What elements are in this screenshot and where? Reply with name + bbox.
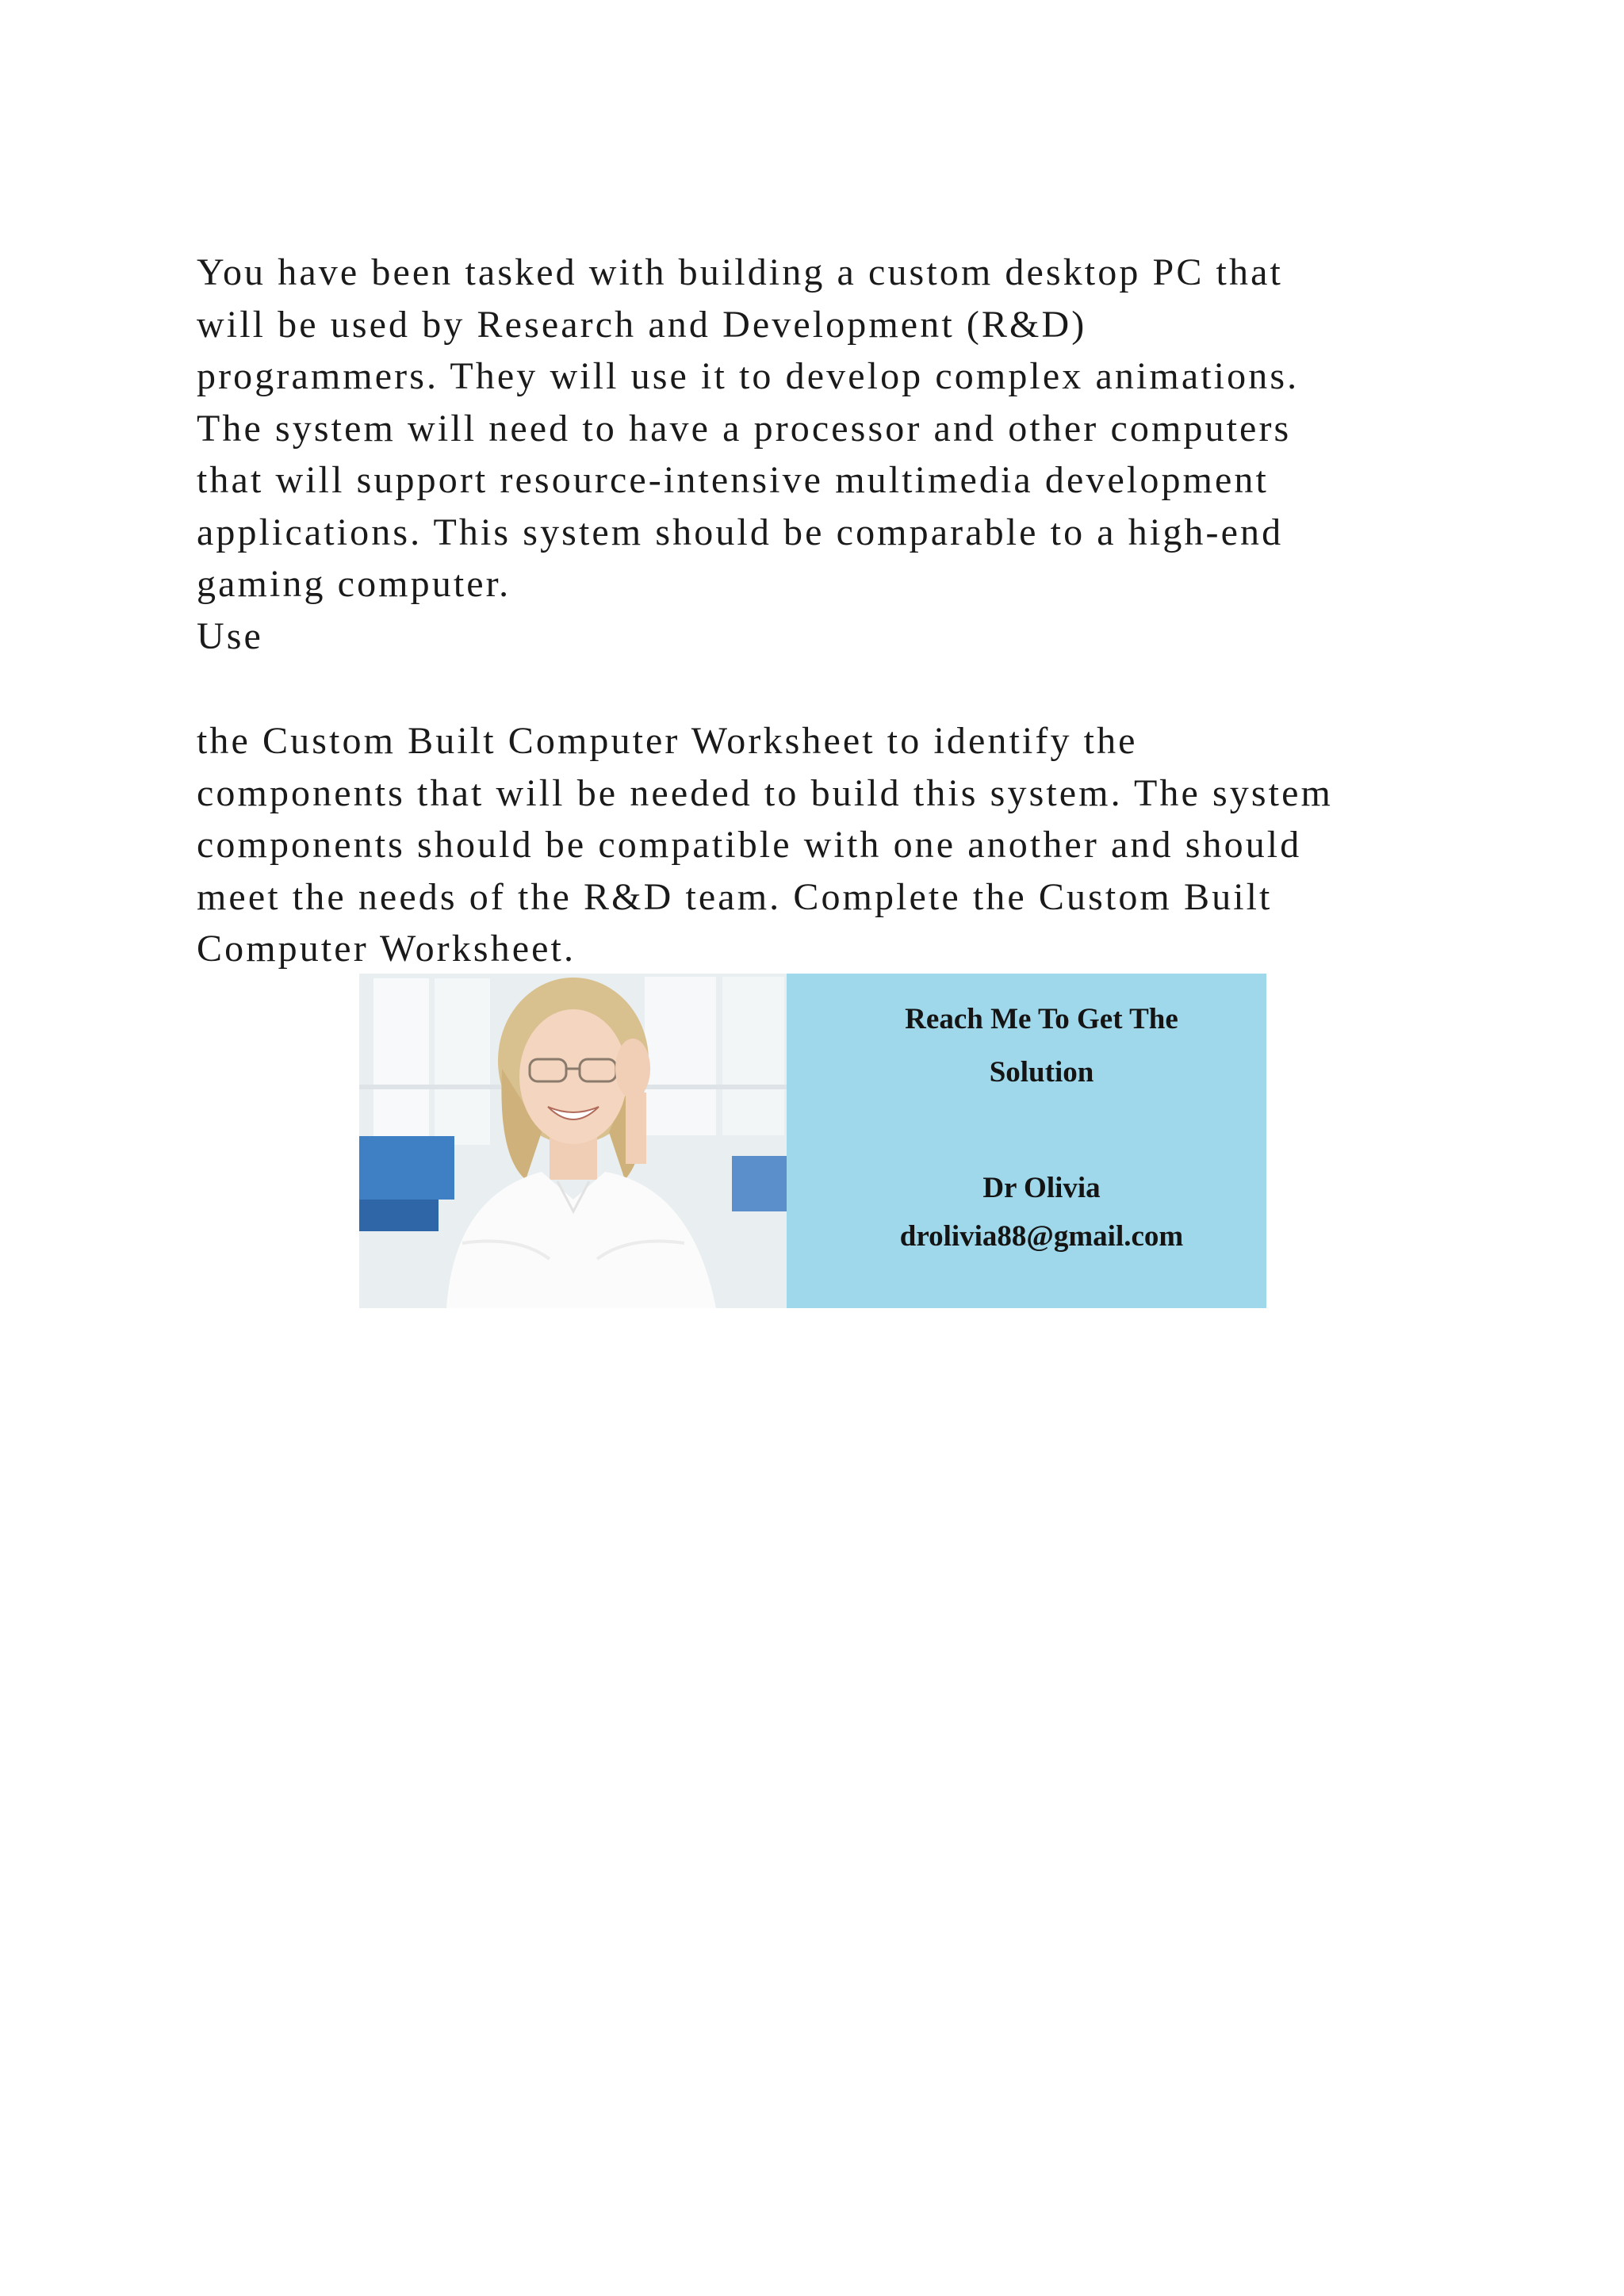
- text-line: components should be compatible with one another and should: [197, 824, 1302, 866]
- woman-portrait-photo: [359, 974, 787, 1308]
- card-heading-line-2: Solution: [989, 1056, 1094, 1089]
- text-line: programmers. They will use it to develop complex animations.: [197, 355, 1300, 397]
- text-line: Computer Worksheet.: [197, 928, 576, 970]
- contact-card: [787, 974, 1266, 1308]
- text-line: components that will be needed to build this system. The system: [197, 771, 1333, 814]
- card-heading-line-1: Reach Me To Get The: [905, 1003, 1178, 1035]
- body-paragraph-2: [197, 715, 1465, 975]
- text-line: that will support resource-intensive multimedia development: [197, 459, 1269, 501]
- text-line: You have been tasked with building a custom desktop PC that: [197, 251, 1283, 293]
- text-line: The system will need to have a processor and other computers: [197, 407, 1292, 450]
- text-line: Use: [197, 614, 263, 657]
- text-line: the Custom Built Computer Worksheet to identify the: [197, 720, 1138, 762]
- portrait-illustration: [359, 974, 787, 1308]
- body-paragraph-1: [197, 247, 1465, 662]
- text-line: meet the needs of the R&D team. Complete the Custom Built: [197, 875, 1273, 918]
- text-line: will be used by Research and Development (R&D): [197, 303, 1087, 346]
- text-line: gaming computer.: [197, 563, 511, 605]
- text-line: applications. This system should be comparable to a high-end: [197, 511, 1284, 553]
- contact-name: Dr Olivia: [982, 1172, 1101, 1204]
- contact-email: drolivia88@gmail.com: [899, 1220, 1184, 1253]
- contact-banner: [359, 974, 1266, 1308]
